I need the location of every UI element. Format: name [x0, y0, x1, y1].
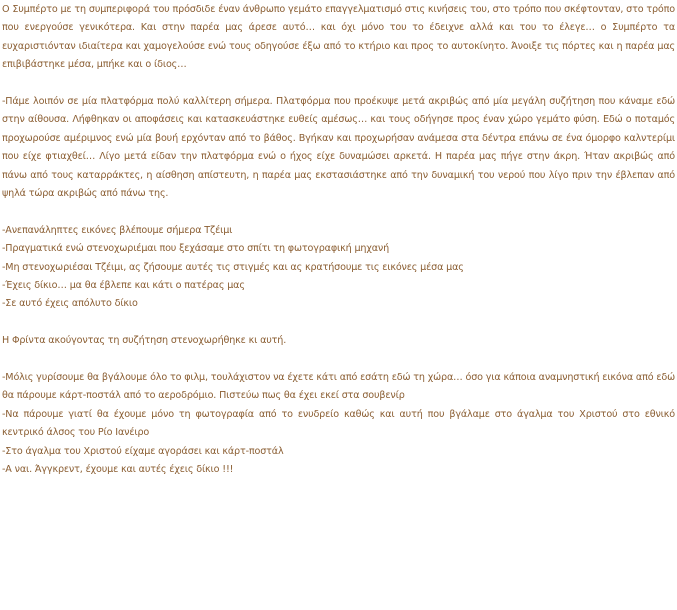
paragraph-spacer [2, 75, 675, 93]
paragraph-frida: Η Φρίντα ακούγοντας τη συζήτηση στενοχωρήθηκε κι αυτή. [2, 335, 287, 347]
dialogue-line: -Ανεπανάληπτες εικόνες βλέπουμε σήμερα Τζέιμι [2, 224, 233, 236]
dialogue-line: -Α ναι. Άγγκρεντ, έχουμε και αυτές έχεις δίκιο !!! [2, 464, 234, 476]
paragraph-spacer [2, 203, 675, 221]
paragraph-film: -Μόλις γυρίσουμε θα βγάλουμε όλο το φιλμ, τουλάχιστον να έχετε κάτι από εσάτη εδώ τη χώρα… όσο για κάποια αναμνηστική εικόνα από εδώ θα πάρουμε κάρτ-ποστάλ από το αεροδρόμιο. Πιστεύω πως θα έχει εκεί στα σουβενίρ [2, 372, 675, 402]
dialogue-line: -Πραγματικά ενώ στενοχωριέμαι που ξεχάσαμε στο σπίτι τη φωτογραφική μηχανή [2, 243, 390, 255]
dialogue-line: -Στο άγαλμα του Χριστού είχαμε αγοράσει και κάρτ-ποστάλ [2, 445, 284, 457]
paragraph-platform: -Πάμε λοιπόν σε μία πλατφόρμα πολύ καλλίτερη σήμερα. Πλατφόρμα που προέκυψε μετά ακριβώς από μία μεγάλη συζήτηση που κάναμε εδώ στην αίθουσα. Λήφθηκαν οι αποφάσεις και κατασκευάστηκε ευθείς αμέσως… και τους οδήγησε προς έναν χώρο γεμάτο φύση. Εδώ ο ποταμός προχωρούσε αμέριμνος ενώ μία βουή ερχόνταν από το βάθος. Βγήκαν και προχωρήσαν ανάμεσα στα δέντρα επάνω σε ένα όμορφο καλντερίμι που είχε φτιαχθεί… Λίγο μετά είδαν την πλατφόρμα ενώ ο ήχος είχε δυναμώσει αρκετά. Η παρέα μας πήγε στην άκρη. Ήταν ακριβώς από πάνω από τους καταρράκτες, η αίσθηση απίστευτη, η παρέα μας εκστασιάστηκε από την δυναμική του νερού που λίγο πριν την έβλεπαν από ψηλά τώρα ακριβώς από πάνω της. [2, 96, 675, 200]
dialogue-line: -Σε αυτό έχεις απόλυτο δίκιο [2, 298, 138, 310]
paragraph-intro: Ο Συμπέρτο με τη συμπεριφορά του πρόσδιδε έναν άνθρωπο γεμάτο επαγγελματισμό στις κινήσεις του, στο τρόπο που σκέφτονταν, στο τρόπο που ενεργούσε γενικότερα. Και στην παρέα μας άρεσε αυτό… και όχι μόνο του το έδειχνε αλλά και του το έλεγε… ο Συμπέρτο τα ευχαριστιόνταν ιδιαίτερα και χαμογελούσε ενώ τους οδηγούσε έξω από το κτήριο και προς το αυτοκίνητο. Άνοιξε τις πόρτες και η παρέα μας επιβιβάστηκε μέσα, μπήκε και ο ίδιος… [2, 4, 675, 71]
dialogue-line: -Μη στενοχωριέσαι Τζέιμι, ας ζήσουμε αυτές τις στιγμές και ας κρατήσουμε τις εικόνες μέσα μας [2, 261, 464, 273]
paragraph-spacer [2, 314, 675, 332]
paragraph-spacer [2, 351, 675, 369]
dialogue-line: -Να πάρουμε γιατί θα έχουμε μόνο τη φωτογραφία από το ενυδρείο καθώς και αυτή που βγάλαμε στο άγαλμα του Χριστού στο εθνικό κεντρικό άλσος του Ρίο Ιανέιρο [2, 408, 675, 439]
dialogue-line: -Έχεις δίκιο… μα θα έβλεπε και κάτι ο πατέρας μας [2, 280, 245, 292]
